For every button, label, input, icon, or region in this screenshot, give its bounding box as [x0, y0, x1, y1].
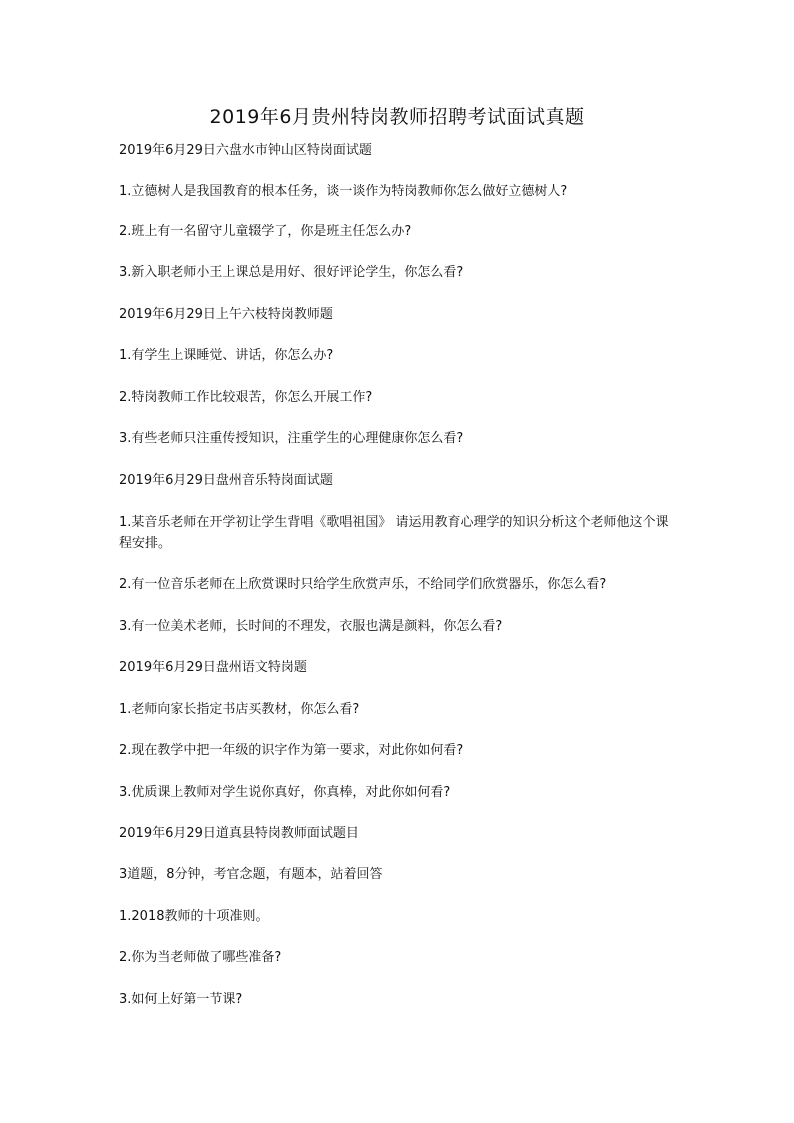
- question-text: 2.班上有一名留守儿童辍学了，你是班主任怎么办?: [119, 224, 412, 239]
- question-text: 1.有学生上课睡觉、讲话，你怎么办?: [119, 348, 334, 363]
- section-heading-liuzhi: 2019年6月29日上午六枝特岗教师题: [119, 307, 333, 322]
- question-text: 1.2018教师的十项准则。: [119, 909, 269, 924]
- section-heading-panzhou-chinese: 2019年6月29日盘州语文特岗题: [119, 660, 307, 675]
- document-title: 2019年6月贵州特岗教师招聘考试面试真题: [209, 106, 585, 128]
- question-text: 3.如何上好第一节课?: [119, 992, 243, 1007]
- question-text: 1.老师向家长指定书店买教材，你怎么看?: [119, 702, 360, 717]
- section-heading-zhongshan: 2019年6月29日六盘水市钟山区特岗面试题: [119, 143, 372, 158]
- question-text: 3.有些老师只注重传授知识，注重学生的心理健康你怎么看?: [119, 431, 464, 446]
- question-text: 3.新入职老师小王上课总是用好、很好评论学生，你怎么看?: [119, 265, 464, 280]
- question-text: 2.现在教学中把一年级的识字作为第一要求，对此你如何看?: [119, 743, 464, 758]
- question-text: 1.某音乐老师在开学初让学生背唱《歌唱祖国》 请运用教育心理学的知识分析这个老师他这个课程安排。: [119, 515, 669, 551]
- question-text: 3.有一位美术老师，长时间的不理发，衣服也满是颜料，你怎么看?: [119, 619, 503, 634]
- question-text: 2.特岗教师工作比较艰苦，你怎么开展工作?: [119, 390, 373, 405]
- exam-format-note: 3道题，8分钟，考官念题，有题本，站着回答: [119, 867, 383, 882]
- question-text: 2.有一位音乐老师在上欣赏课时只给学生欣赏声乐，不给同学们欣赏器乐，你怎么看?: [119, 577, 607, 592]
- section-heading-daozhen: 2019年6月29日道真县特岗教师面试题目: [119, 826, 359, 841]
- section-heading-panzhou-music: 2019年6月29日盘州音乐特岗面试题: [119, 473, 333, 488]
- question-text: 3.优质课上教师对学生说你真好，你真棒，对此你如何看?: [119, 785, 451, 800]
- question-text: 1.立德树人是我国教育的根本任务，谈一谈作为特岗教师你怎么做好立德树人?: [119, 184, 568, 199]
- question-text: 2.你为当老师做了哪些准备?: [119, 950, 282, 965]
